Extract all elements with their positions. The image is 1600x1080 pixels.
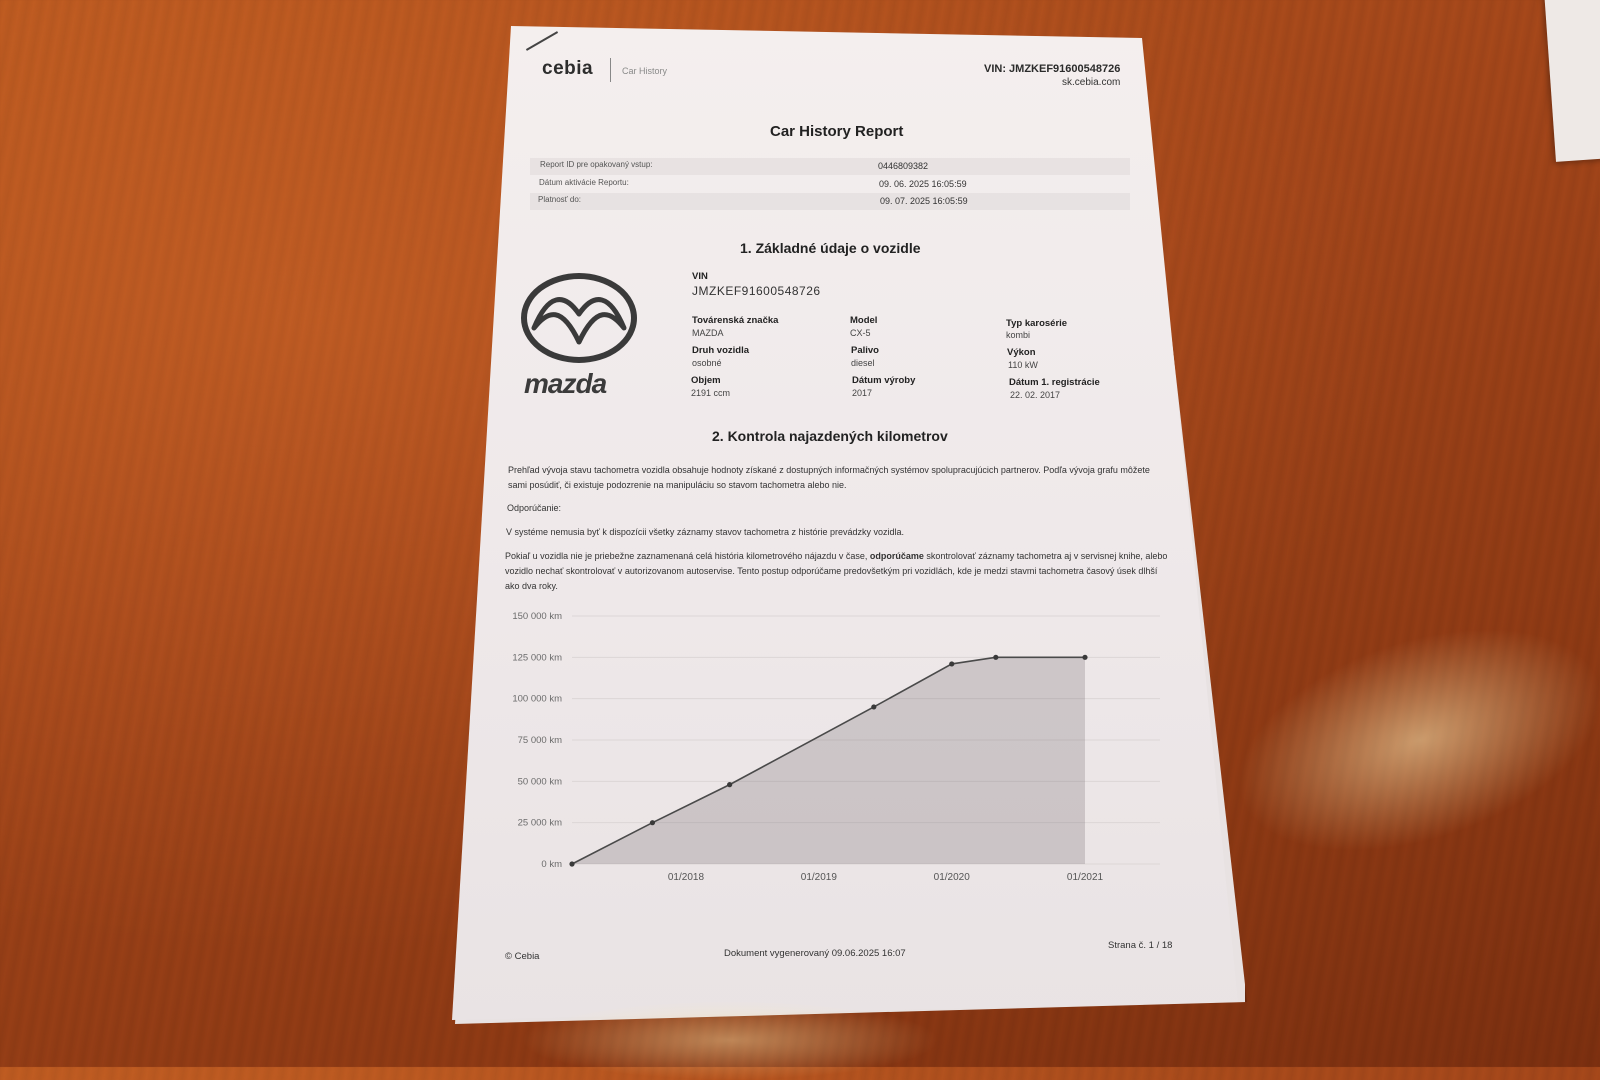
field-label: Typ karosérie (1006, 318, 1068, 329)
section2-title: 2. Kontrola najazdených kilometrov (712, 428, 948, 444)
meta-value: 09. 07. 2025 16:05:59 (880, 196, 968, 206)
field-value: osobné (692, 358, 722, 368)
meta-label: Platnosť do: (538, 195, 582, 204)
y-tick-label: 150 000 km (512, 611, 562, 622)
advice-paragraph: Pokiaľ u vozidla nie je priebežne zaznamenaná celá história kilometrového nájazdu v čase, odporúčame skontrolovať záznamy tachometra aj v servisnej knihe, alebo vozidlo nechať skontrolovať v autorizovanom autoservise. Tento postup odporúčame predovšetkým pri vozidlách, kde je medzi stavmi tachometra časový úsek dlhší ako dva roky. (505, 551, 1168, 591)
logo-subtitle: Car History (622, 66, 668, 76)
report-title: Car History Report (770, 123, 904, 140)
field-value: kombi (1006, 330, 1031, 340)
intro-paragraph: Prehľad vývoja stavu tachometra vozidla obsahuje hodnoty získané z dostupných informačných systémov spolupracujúcich partnerov. Podľa vývoja grafu môžete sami posúdiť, či existuje podozrenie na manipuláciu so stavom tachometra alebo nie. (508, 465, 1150, 490)
x-tick-label: 01/2018 (667, 872, 705, 883)
meta-label: Report ID pre opakovaný vstup: (540, 160, 653, 169)
header-vin: VIN: JMZKEF91600548726 (984, 63, 1121, 75)
report-page (452, 26, 1252, 1026)
field-label: Objem (691, 375, 721, 386)
footer-copyright: © Cebia (505, 951, 540, 962)
y-tick-label: 75 000 km (517, 735, 562, 746)
field-label: Dátum výroby (852, 375, 916, 386)
vin-label: VIN (692, 271, 708, 282)
recommend-label: Odporúčanie: (507, 503, 562, 513)
footer-generated: Dokument vygenerovaný 09.06.2025 16:07 (724, 948, 906, 959)
section1-title: 1. Základné údaje o vozidle (740, 240, 921, 256)
footer-page: Strana č. 1 / 18 (1108, 940, 1173, 951)
cebia-logo: cebia (542, 58, 594, 79)
y-tick-label: 100 000 km (512, 693, 562, 705)
recommend-paragraph: V systéme nemusia byť k dispozícii všetky záznamy stavov tachometra z histórie prevádzky vozidla. (506, 527, 905, 537)
sunlight-glare (520, 1000, 940, 1080)
mazda-logo-text: mazda (524, 368, 607, 399)
field-value: diesel (851, 358, 875, 368)
field-label: Továrenská značka (692, 315, 779, 326)
y-tick-label: 50 000 km (517, 776, 562, 788)
field-value: 2191 ccm (691, 388, 731, 398)
y-tick-label: 0 km (541, 859, 562, 870)
field-value: 22. 02. 2017 (1010, 390, 1061, 400)
field-label: Palivo (851, 345, 879, 356)
header-site: sk.cebia.com (1062, 77, 1121, 88)
meta-value: 0446809382 (878, 161, 929, 171)
sunlight-glare (1208, 586, 1600, 894)
field-value: MAZDA (692, 328, 724, 338)
field-label: Model (850, 315, 878, 326)
background-paper-corner (1544, 0, 1600, 162)
field-label: Druh vozidla (692, 345, 750, 356)
y-tick-label: 125 000 km (512, 652, 562, 664)
x-tick-label: 01/2019 (800, 872, 837, 883)
vin-value: JMZKEF91600548726 (692, 284, 821, 298)
field-label: Výkon (1007, 347, 1036, 358)
x-tick-label: 01/2021 (1066, 872, 1104, 883)
field-value: 110 kW (1008, 360, 1038, 370)
meta-value: 09. 06. 2025 16:05:59 (879, 179, 967, 189)
field-value: 2017 (852, 388, 873, 398)
meta-label: Dátum aktivácie Reportu: (539, 178, 629, 187)
x-tick-label: 01/2020 (933, 872, 970, 883)
y-tick-label: 25 000 km (517, 817, 562, 829)
field-label: Dátum 1. registrácie (1009, 377, 1100, 388)
field-value: CX-5 (850, 328, 871, 338)
